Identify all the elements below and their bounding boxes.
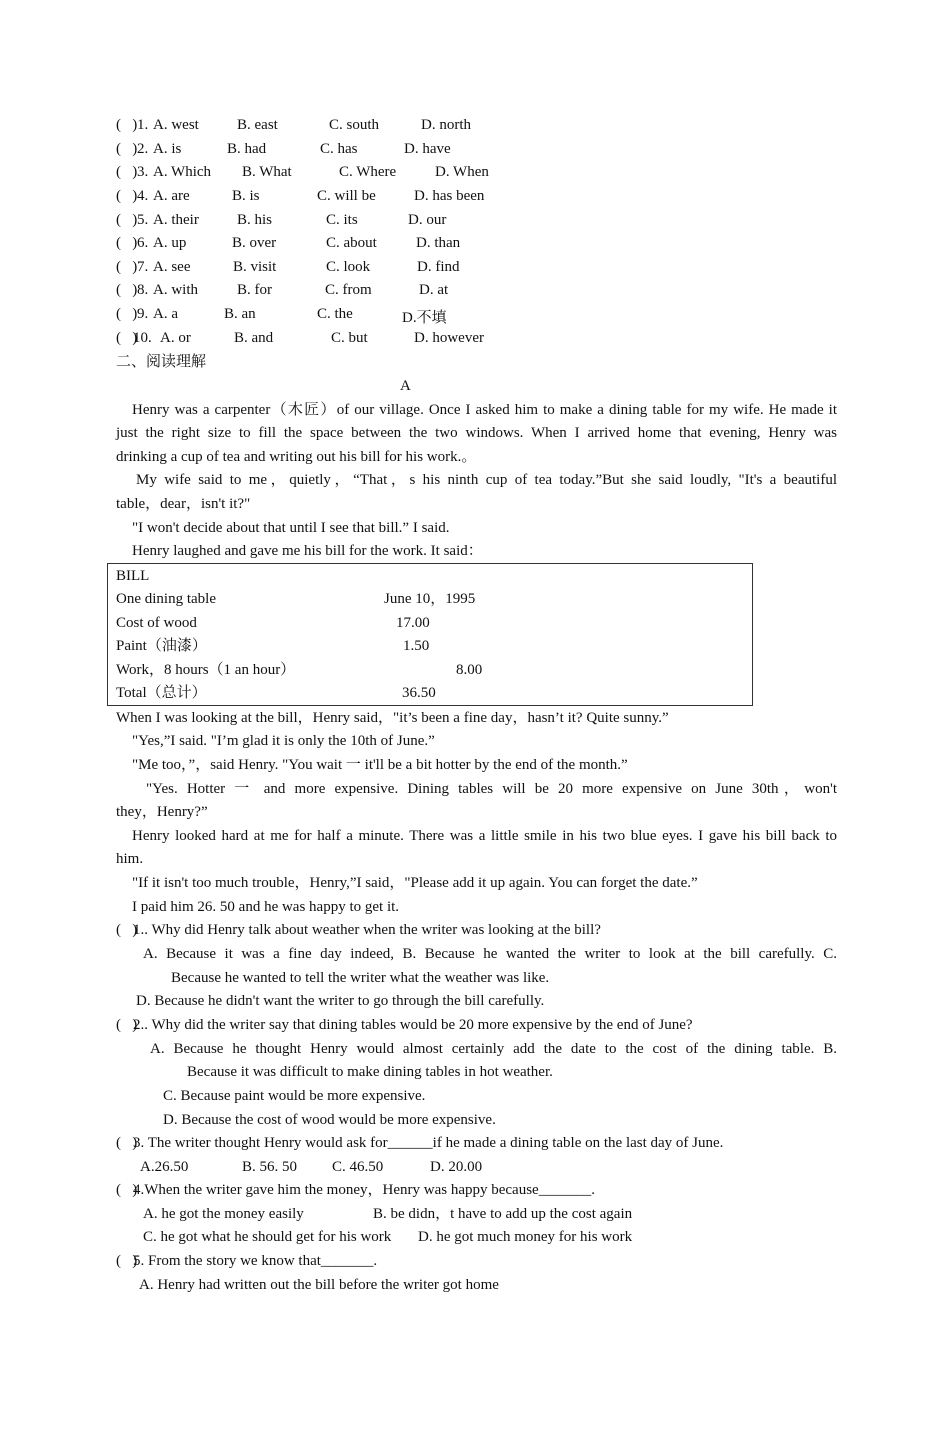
option-c: C. look [326, 259, 371, 275]
question-number: 8. [137, 282, 149, 298]
option-b: B. 56. 50 [242, 1159, 298, 1175]
option-a: A. a [153, 306, 178, 322]
option-d: D. 20.00 [430, 1159, 483, 1175]
question-number: 4. [137, 188, 149, 204]
answer-bracket: ( ) [116, 306, 138, 322]
option-b: B. and [234, 330, 274, 346]
option-b: B. had [227, 141, 267, 157]
option-c: C. its [326, 212, 358, 228]
bill-row-value: 36.50 [402, 685, 436, 701]
answer-bracket: ( ) [116, 259, 138, 275]
option-b: B. east [237, 117, 278, 133]
passage-line: "Yes,”I said. "I’m glad it is only the 10th of June.” [132, 733, 435, 749]
option-a: A. west [153, 117, 199, 133]
question-text: 4.When the writer gave him the money，Henry was happy because_______. [133, 1182, 595, 1198]
option-c: C. but [331, 330, 368, 346]
question-number: 6. [137, 235, 149, 251]
passage-line: "I won't decide about that until I see that bill.” I said. [132, 520, 450, 536]
question-option: A. Because it was a fine day indeed, B. Because he wanted the writer to look at the bill carefully. C. [143, 946, 837, 962]
passage-line: "Me too，”，said Henry. "You wait 一 it'll be a bit hotter by the end of the month.” [132, 757, 628, 773]
option-d: D. than [416, 235, 461, 251]
question-number: 9. [137, 306, 149, 322]
option-b: B. an [224, 306, 256, 322]
passage-line: him. [116, 851, 144, 867]
question-option: Because he wanted to tell the writer what the weather was like. [171, 970, 550, 986]
option-d: D. he got much money for his work [418, 1229, 633, 1245]
option-d: D. When [435, 164, 489, 180]
passage-line: I paid him 26. 50 and he was happy to get it. [132, 899, 400, 915]
option-a: A. or [160, 330, 191, 346]
answer-bracket: ( ) [116, 141, 138, 157]
answer-bracket: ( ) [116, 235, 138, 251]
bill-title: BILL [116, 568, 150, 584]
passage-line: My wife said to me，quietly，“That，s his ninth cup of tea today.”But she said loudly, "It's a beautiful [136, 472, 837, 488]
option-a: A. Which [153, 164, 212, 180]
bill-row-label: Cost of wood [116, 615, 197, 631]
option-a: A.26.50 [140, 1159, 189, 1175]
option-a: A. Henry had written out the bill before the writer got home [139, 1277, 499, 1293]
passage-line: Henry was a carpenter（木匠）of our village. Once I asked him to make a dining table for my wife. He made it [132, 402, 837, 418]
option-c: C. will be [317, 188, 376, 204]
option-c: C. he got what he should get for his work [143, 1229, 392, 1245]
option-b: B. be didn，t have to add up the cost again [373, 1206, 633, 1222]
question-option: C. Because paint would be more expensive. [163, 1088, 426, 1104]
passage-line: When I was looking at the bill，Henry said，"it’s been a fine day，hasn’t it? Quite sunny.” [116, 710, 669, 726]
option-d: D.不填 [402, 310, 447, 326]
option-b: B. is [232, 188, 260, 204]
option-d: D. however [414, 330, 484, 346]
passage-line: Henry laughed and gave me his bill for the work. It said： [132, 543, 483, 559]
answer-bracket: ( ) [116, 1017, 138, 1033]
option-c: C. from [325, 282, 372, 298]
option-b: B. visit [233, 259, 277, 275]
bill-row-label: Total（总计） [116, 685, 207, 701]
passage-label: A [400, 378, 411, 394]
question-text: 1.. Why did Henry talk about weather when the writer was looking at the bill? [133, 922, 601, 938]
answer-bracket: ( ) [116, 330, 138, 346]
option-a: A. are [153, 188, 190, 204]
passage-line: just the right size to fill the space between the two windows. When I arrived home that evening, Henry was [116, 425, 837, 441]
answer-bracket: ( ) [116, 117, 138, 133]
bill-row-value: 1.50 [403, 638, 430, 654]
option-c: C. Where [339, 164, 397, 180]
question-text: 5. From the story we know that_______. [133, 1253, 378, 1269]
passage-line: Henry looked hard at me for half a minute. There was a little smile in his two blue eyes. I gave his bill back to [132, 828, 837, 844]
option-d: D. at [419, 282, 449, 298]
option-a: A. up [153, 235, 187, 251]
option-d: D. find [417, 259, 460, 275]
option-b: B. for [237, 282, 272, 298]
option-c: C. south [329, 117, 380, 133]
question-number: 1. [137, 117, 149, 133]
option-d: D. have [404, 141, 451, 157]
answer-bracket: ( ) [116, 1135, 138, 1151]
option-d: D. north [421, 117, 471, 133]
option-b: B. his [237, 212, 273, 228]
answer-bracket: ( ) [116, 1253, 138, 1269]
question-text: 3. The writer thought Henry would ask for______if he made a dining table on the last day of June. [133, 1135, 724, 1151]
option-a: A. he got the money easily [143, 1206, 304, 1222]
option-c: C. 46.50 [332, 1159, 384, 1175]
answer-bracket: ( ) [116, 188, 138, 204]
option-b: B. over [232, 235, 277, 251]
bill-row-label: One dining table [116, 591, 216, 607]
option-c: C. about [326, 235, 377, 251]
question-number: 10. [133, 330, 152, 346]
passage-line: they，Henry?” [116, 804, 208, 820]
answer-bracket: ( ) [116, 164, 138, 180]
bill-row-label: Paint（油漆） [116, 638, 207, 654]
question-option: Because it was difficult to make dining tables in hot weather. [187, 1064, 553, 1080]
option-a: A. with [153, 282, 198, 298]
question-number: 5. [137, 212, 149, 228]
question-number: 3. [137, 164, 149, 180]
question-number: 7. [137, 259, 149, 275]
bill-row-label: Work，8 hours（1 an hour） [116, 662, 296, 678]
bill-row-value: 17.00 [396, 615, 430, 631]
question-option: D. Because he didn't want the writer to go through the bill carefully. [136, 993, 545, 1009]
question-text: 2.. Why did the writer say that dining tables would be 20 more expensive by the end of June? [133, 1017, 693, 1033]
option-c: C. the [317, 306, 353, 322]
question-number: 2. [137, 141, 149, 157]
answer-bracket: ( ) [116, 282, 138, 298]
answer-bracket: ( ) [116, 212, 138, 228]
option-d: D. our [408, 212, 447, 228]
question-option: A. Because he thought Henry would almost certainly add the date to the cost of the dining table. B. [150, 1041, 837, 1057]
option-a: A. is [153, 141, 182, 157]
passage-line: drinking a cup of tea and writing out his bill for his work.。 [116, 449, 477, 465]
option-b: B. What [242, 164, 292, 180]
option-a: A. see [153, 259, 191, 275]
passage-line: "If it isn't too much trouble，Henry,”I said，"Please add it up again. You can forget the date.” [132, 875, 698, 891]
passage-line: table，dear，isn't it?" [116, 496, 251, 512]
section-heading: 二、阅读理解 [116, 354, 207, 370]
option-c: C. has [320, 141, 358, 157]
option-d: D. has been [414, 188, 485, 204]
option-a: A. their [153, 212, 199, 228]
bill-row-value: 8.00 [456, 662, 483, 678]
question-option: D. Because the cost of wood would be more expensive. [163, 1112, 496, 1128]
answer-bracket: ( ) [116, 922, 138, 938]
answer-bracket: ( ) [116, 1182, 138, 1198]
bill-row-value: June 10，1995 [384, 591, 476, 607]
passage-line: "Yes. Hotter 一 and more expensive. Dining tables will be 20 more expensive on June 30th，won't [146, 781, 837, 797]
